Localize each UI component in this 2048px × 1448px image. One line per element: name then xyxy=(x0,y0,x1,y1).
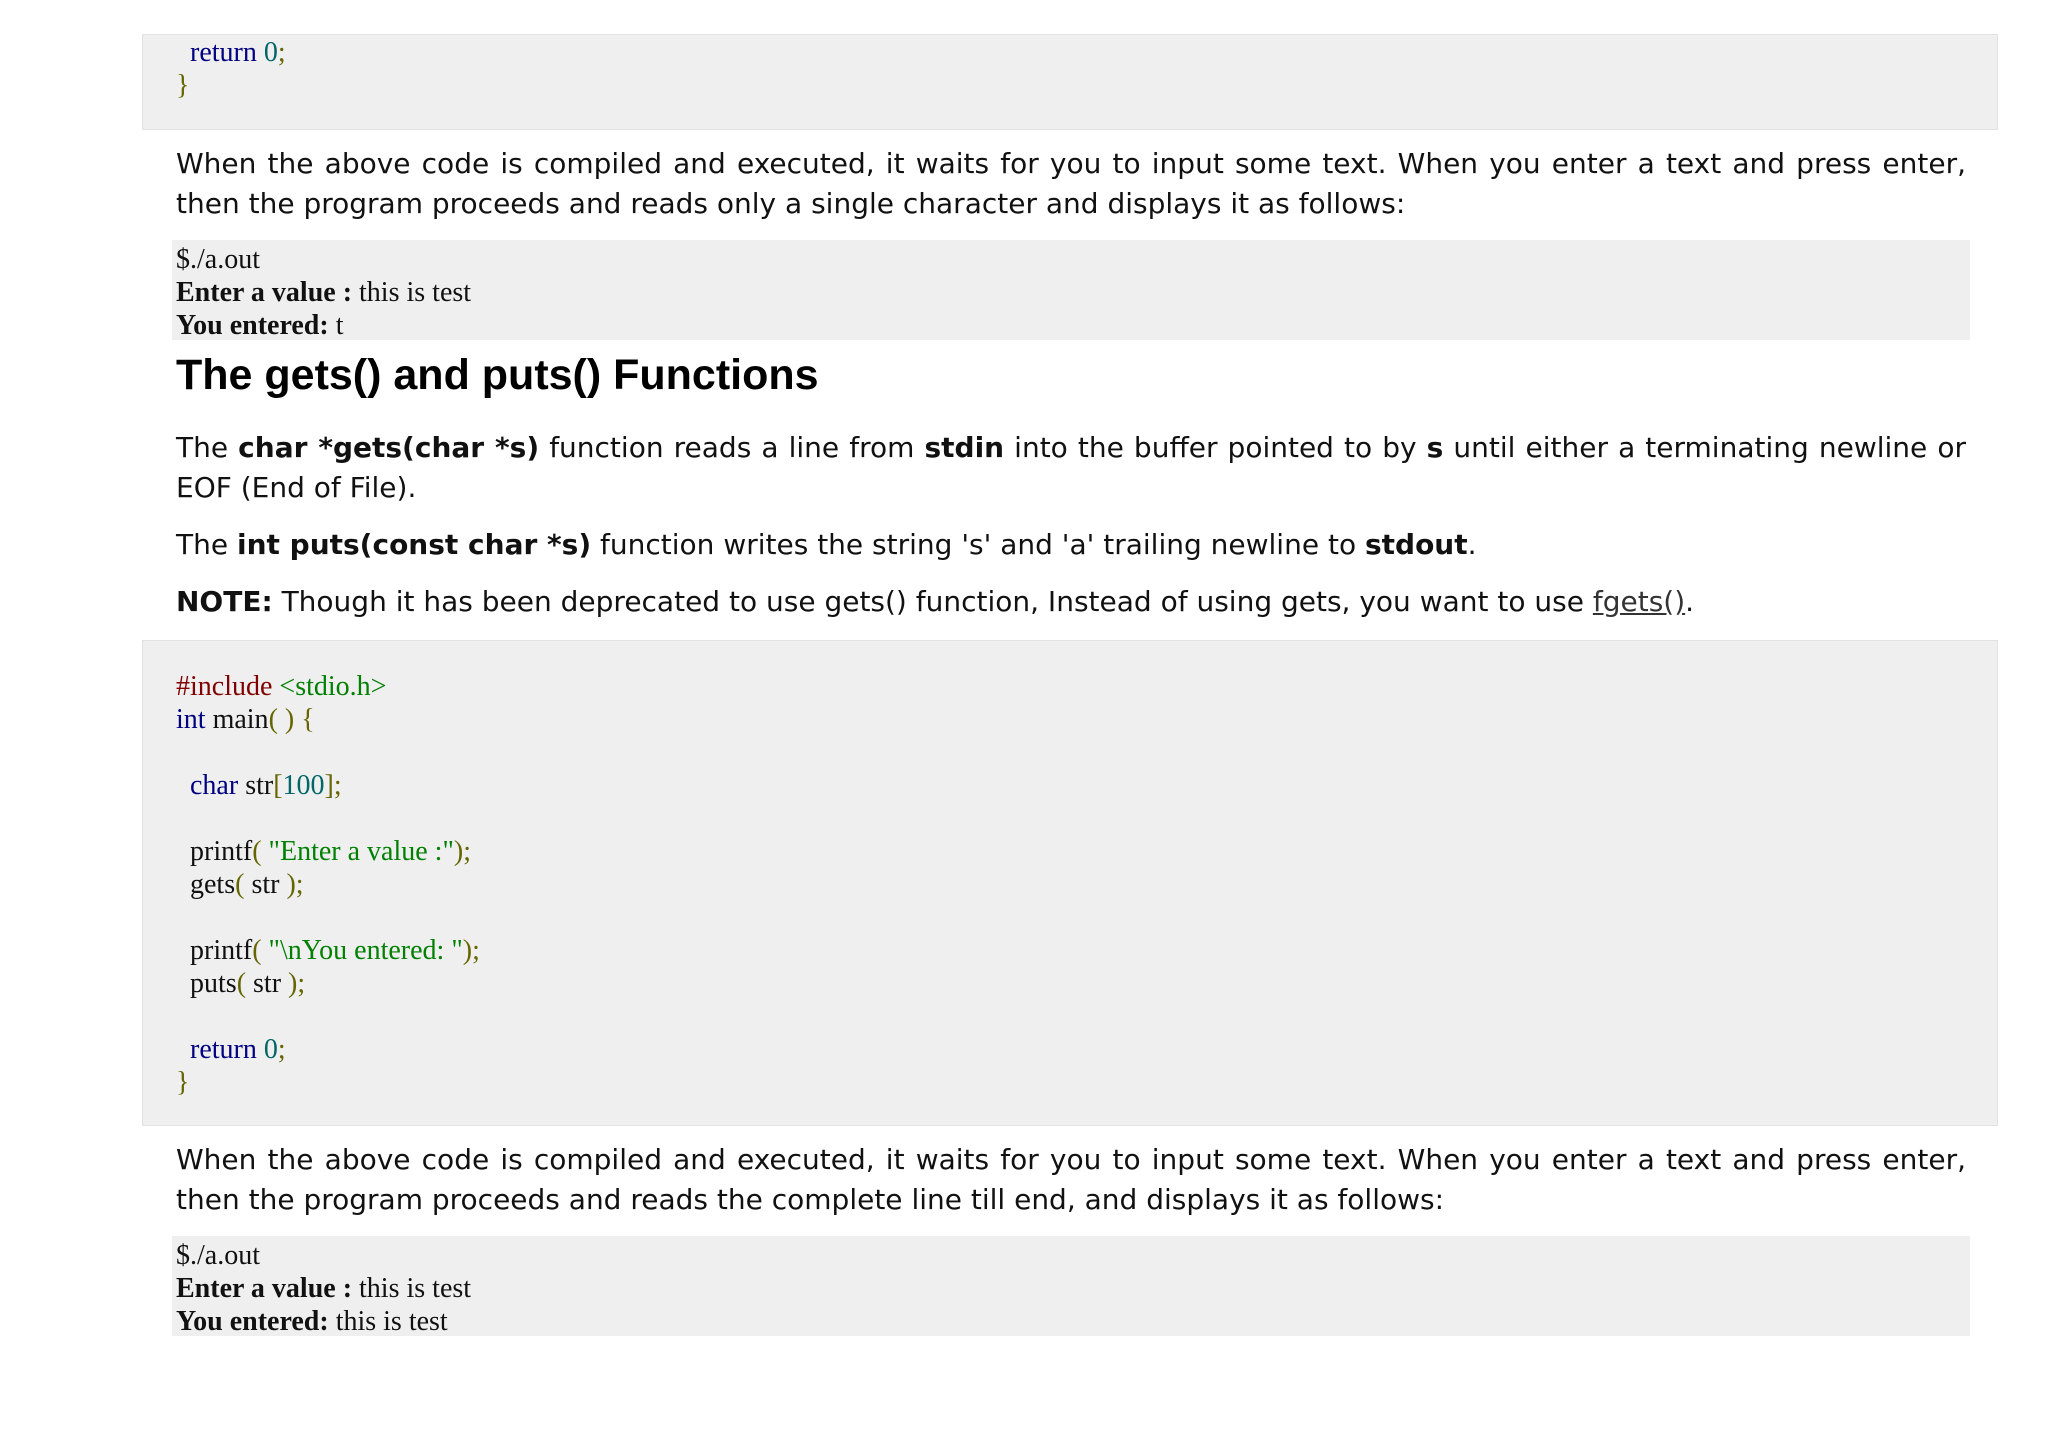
paragraph-note xyxy=(176,582,1966,622)
output-prompt-value: this is test xyxy=(352,1273,472,1304)
output-entered-line xyxy=(176,309,471,342)
paragraph-gets-explanation: When the above code is compiled and executed, it waits for you to input some text. When you enter a text and press enter, then the program proceeds and reads the complete line till end, and displays it as follows: xyxy=(176,1143,1966,1216)
text: The xyxy=(176,528,237,561)
code-line: return 0; xyxy=(176,37,286,68)
code-block-top xyxy=(142,34,1998,130)
output-2 xyxy=(176,1239,471,1338)
output-entered-value: this is test xyxy=(328,1306,448,1337)
text: The xyxy=(176,431,239,464)
code-line: gets( str ); xyxy=(176,869,304,900)
stdout-term: stdout xyxy=(1364,528,1468,561)
paragraph-getchar-explanation: When the above code is compiled and executed, it waits for you to input some text. When you enter a text and press enter, then the program proceeds and reads only a single character and displays it as follows: xyxy=(176,147,1966,220)
puts-signature: int puts(const char *s) xyxy=(236,528,592,561)
code-line-blank xyxy=(176,736,480,769)
output-entered-label: You entered: xyxy=(176,1306,329,1337)
output-1 xyxy=(176,243,471,342)
code-line-blank xyxy=(176,1000,480,1033)
code-line: int main( ) { xyxy=(176,704,315,735)
code-line-blank xyxy=(176,901,480,934)
note-label: NOTE: xyxy=(176,585,273,618)
output-command: $./a.out xyxy=(176,1240,260,1271)
note-text: Though it has been deprecated to use gets() function, Instead of using gets, you want to use xyxy=(272,585,1593,618)
text: into the buffer pointed to by xyxy=(1004,431,1427,464)
output-command: $./a.out xyxy=(176,244,260,275)
code-line: char str[100]; xyxy=(176,770,342,801)
code-line: printf( "Enter a value :"); xyxy=(176,836,471,867)
paragraph-puts-description xyxy=(176,525,1966,565)
output-entered-label: You entered: xyxy=(176,310,329,341)
text: function reads a line from xyxy=(539,431,925,464)
output-prompt-line xyxy=(176,1272,471,1305)
fgets-link[interactable]: fgets() xyxy=(1592,585,1686,618)
code-line: printf( "\nYou entered: "); xyxy=(176,935,480,966)
code-top xyxy=(176,36,286,102)
gets-signature: char *gets(char *s) xyxy=(238,431,540,464)
section-heading: The gets() and puts() Functions xyxy=(176,351,819,399)
paragraph-gets-description xyxy=(176,428,1966,508)
code-main xyxy=(176,670,480,1099)
output-entered-line xyxy=(176,1305,471,1338)
output-entered-value: t xyxy=(328,310,344,341)
stdin-term: stdin xyxy=(924,431,1005,464)
text: function writes the string 's' and 'a' trailing newline to xyxy=(591,528,1365,561)
output-prompt-label: Enter a value : xyxy=(176,1273,353,1304)
text: until either a terminating newline or EOF (End of File). xyxy=(176,431,1966,504)
output-prompt-label: Enter a value : xyxy=(176,277,353,308)
code-line: puts( str ); xyxy=(176,968,306,999)
code-line: return 0; xyxy=(176,1034,286,1065)
code-line: } xyxy=(176,1067,190,1098)
text: . xyxy=(1467,528,1477,561)
output-prompt-value: this is test xyxy=(352,277,472,308)
output-prompt-line xyxy=(176,276,471,309)
note-end: . xyxy=(1685,585,1695,618)
code-line: #include <stdio.h> xyxy=(176,671,387,702)
s-term: s xyxy=(1426,431,1444,464)
code-line-blank xyxy=(176,802,480,835)
code-line: } xyxy=(176,70,190,101)
